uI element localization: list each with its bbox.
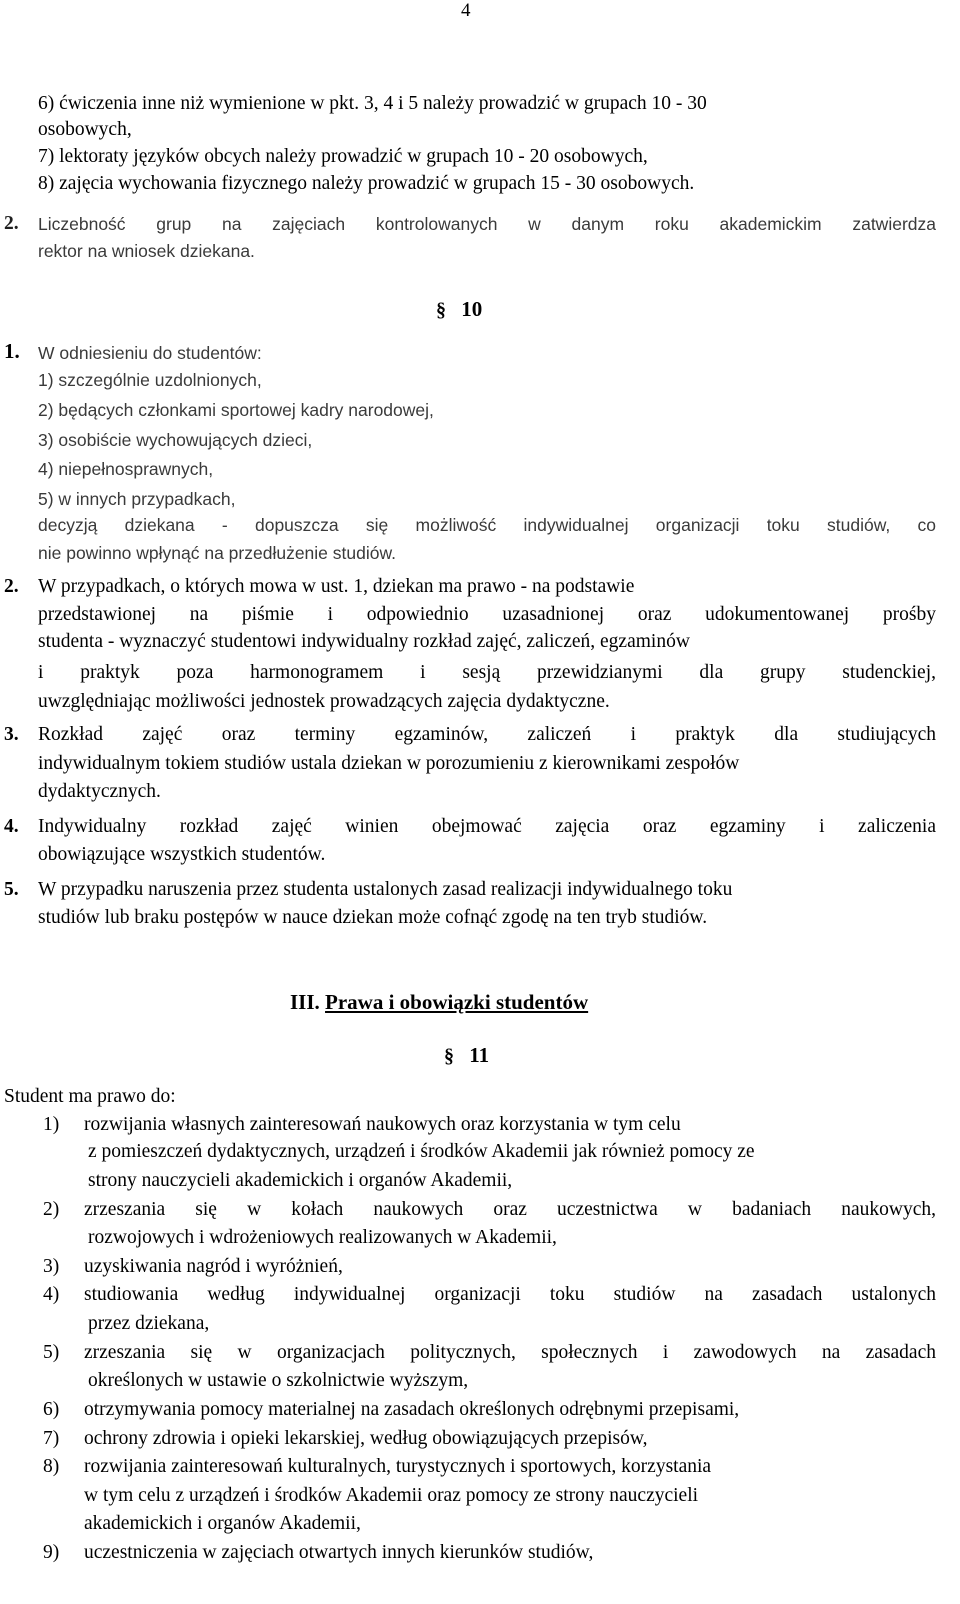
s10-p4-line-1: Indywidualny rozkład zajęć winien obejmować zajęcia oraz egzaminy i zaliczenia	[38, 816, 936, 837]
para-2-line-1: Liczebność grup na zajęciach kontrolowanych w danym roku akademickim zatwierdza	[38, 214, 936, 234]
s10-p3-num: 3.	[4, 724, 19, 745]
s10-p3-line-2: indywidualnym tokiem studiów ustala dziekan w porozumieniu z kierownikami zespołów	[38, 753, 740, 774]
section-number: 11	[469, 1043, 490, 1067]
section-11-heading	[444, 1043, 489, 1068]
s11-item-1-num: 1)	[43, 1114, 60, 1135]
para-2-num: 2.	[4, 213, 19, 234]
s10-item-1: 1) szczególnie uzdolnionych,	[38, 370, 262, 390]
s11-item-5-num: 5)	[43, 1342, 60, 1363]
list-item-8: 8) zajęcia wychowania fizycznego należy prowadzić w grupach 15 - 30 osobowych.	[38, 173, 695, 194]
s11-item-8-line-3: akademickich i organów Akademii,	[84, 1513, 361, 1534]
s10-p2-line-4: i praktyk poza harmonogramem i sesją przewidzianymi dla grupy studenckiej,	[38, 662, 936, 683]
s10-p1-end-2: nie powinno wpłynąć na przedłużenie studiów.	[38, 543, 397, 563]
chapter-roman: III.	[290, 990, 320, 1014]
s11-item-5-line-2: określonych w ustawie o szkolnictwie wyższym,	[88, 1370, 469, 1391]
s10-item-2: 2) będących członkami sportowej kadry narodowej,	[38, 400, 434, 420]
s10-item-4: 4) niepełnosprawnych,	[38, 459, 214, 479]
chapter-heading	[290, 990, 588, 1015]
page-number: 4	[461, 0, 471, 21]
s11-item-8-line-2: w tym celu z urządzeń i środków Akademii oraz pomocy ze strony nauczycieli	[84, 1485, 699, 1506]
s10-p2-num: 2.	[4, 576, 19, 597]
s11-item-4-line-1: studiowania według indywidualnej organizacji toku studiów na zasadach ustalonych	[84, 1284, 936, 1305]
list-item-7: 7) lektoraty języków obcych należy prowadzić w grupach 10 - 20 osobowych,	[38, 146, 648, 167]
section-symbol: §	[436, 299, 446, 321]
s11-item-1-line-1: rozwijania własnych zainteresowań naukowych oraz korzystania w tym celu	[84, 1114, 681, 1135]
s11-item-3-num: 3)	[43, 1256, 60, 1277]
s11-item-6-num: 6)	[43, 1399, 60, 1420]
s10-p2-line-2: przedstawionej na piśmie i odpowiednio uzasadnionej oraz udokumentowanej prośby	[38, 604, 936, 625]
s11-intro: Student ma prawo do:	[4, 1086, 176, 1107]
s10-p2-line-5: uwzględniając możliwości jednostek prowadzących zajęcia dydaktyczne.	[38, 691, 610, 712]
section-10-heading	[436, 297, 482, 322]
s10-p5-num: 5.	[4, 879, 19, 900]
s11-item-4-num: 4)	[43, 1284, 60, 1305]
s11-item-2-line-1: zrzeszania się w kołach naukowych oraz uczestnictwa w badaniach naukowych,	[84, 1199, 936, 1220]
s10-p1-end-1: decyzją dziekana - dopuszcza się możliwość indywidualnej organizacji toku studiów, co	[38, 515, 936, 535]
s11-item-1-line-2: z pomieszczeń dydaktycznych, urządzeń i środków Akademii jak również pomocy ze	[88, 1141, 755, 1162]
s11-item-9-line-1: uczestniczenia w zajęciach otwartych innych kierunków studiów,	[84, 1542, 594, 1563]
section-number: 10	[461, 297, 483, 321]
para-2-line-2: rektor na wniosek dziekana.	[38, 241, 255, 261]
s10-p3-line-3: dydaktycznych.	[38, 781, 161, 802]
s10-item-5: 5) w innych przypadkach,	[38, 489, 236, 509]
s10-p2-line-3: studenta - wyznaczyć studentowi indywidualny rozkład zajęć, zaliczeń, egzaminów	[38, 631, 690, 652]
s11-item-2-num: 2)	[43, 1199, 60, 1220]
s11-item-4-line-2: przez dziekana,	[88, 1313, 210, 1334]
s11-item-2-line-2: rozwojowych i wdrożeniowych realizowanych w Akademii,	[88, 1227, 557, 1248]
s11-item-9-num: 9)	[43, 1542, 60, 1563]
s10-p5-line-2: studiów lub braku postępów w nauce dziekan może cofnąć zgodę na ten tryb studiów.	[38, 907, 708, 928]
section-symbol: §	[444, 1045, 454, 1067]
s11-item-5-line-1: zrzeszania się w organizacjach politycznych, społecznych i zawodowych na zasadach	[84, 1342, 936, 1363]
s10-p3-line-1: Rozkład zajęć oraz terminy egzaminów, zaliczeń i praktyk dla studiujących	[38, 724, 936, 745]
s10-p4-num: 4.	[4, 816, 19, 837]
s11-item-7-num: 7)	[43, 1428, 60, 1449]
s10-p2-line-1: W przypadkach, o których mowa w ust. 1, dziekan ma prawo - na podstawie	[38, 576, 635, 597]
s11-item-8-num: 8)	[43, 1456, 60, 1477]
s11-item-3-line-1: uzyskiwania nagród i wyróżnień,	[84, 1256, 343, 1277]
s11-item-7-line-1: ochrony zdrowia i opieki lekarskiej, według obowiązujących przepisów,	[84, 1428, 648, 1449]
s11-item-6-line-1: otrzymywania pomocy materialnej na zasadach określonych odrębnymi przepisami,	[84, 1399, 740, 1420]
chapter-title: Prawa i obowiązki studentów	[325, 990, 589, 1014]
s11-item-1-line-3: strony nauczycieli akademickich i organów Akademii,	[88, 1170, 513, 1191]
s10-p1-intro: W odniesieniu do studentów:	[38, 343, 262, 363]
s11-item-8-line-1: rozwijania zainteresowań kulturalnych, turystycznych i sportowych, korzystania	[84, 1456, 712, 1477]
list-item-6: 6) ćwiczenia inne niż wymienione w pkt. 3, 4 i 5 należy prowadzić w grupach 10 - 30	[38, 93, 707, 114]
list-item-6-cont: osobowych,	[38, 119, 132, 140]
s10-p1-num: 1.	[4, 339, 20, 363]
s10-p5-line-1: W przypadku naruszenia przez studenta ustalonych zasad realizacji indywidualnego toku	[38, 879, 733, 900]
s10-item-3: 3) osobiście wychowujących dzieci,	[38, 430, 313, 450]
s10-p4-line-2: obowiązujące wszystkich studentów.	[38, 844, 326, 865]
